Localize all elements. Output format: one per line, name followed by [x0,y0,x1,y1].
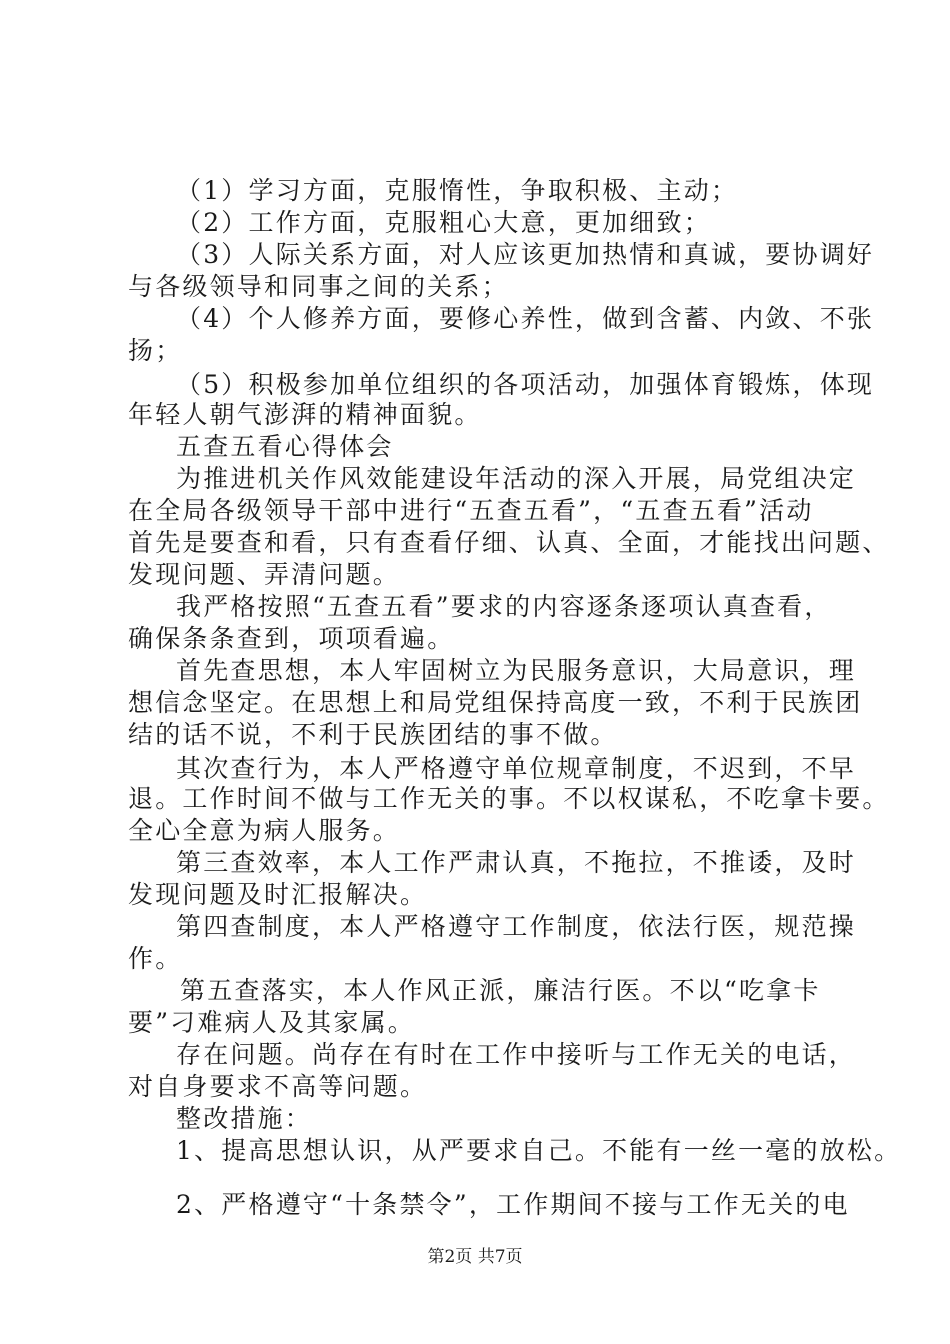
text-line: 确保条条查到，项项看遍。 [128,624,455,653]
text-line: 第三查效率，本人工作严肃认真，不拖拉，不推诿，及时 [176,848,857,877]
text-line: 在全局各级领导干部中进行“五查五看”，“五查五看”活动 [128,496,814,525]
text-line: 存在问题。尚存在有时在工作中接听与工作无关的电话， [176,1040,857,1069]
text-line: 第四查制度，本人严格遵守工作制度，依法行医，规范操 [176,912,857,941]
text-line: 我严格按照“五查五看”要求的内容逐条逐项认真查看， [176,592,832,621]
text-line: （2）工作方面，克服粗心大意，更加细致； [176,208,711,237]
text-line: 年轻人朝气澎湃的精神面貌。 [128,400,482,429]
section-title: 五查五看心得体会 [176,432,394,461]
text-line: 1、提高思想认识，从严要求自己。不能有一丝一毫的放松。 [176,1136,902,1165]
text-line: 2、严格遵守“十条禁令”，工作期间不接与工作无关的电 [176,1190,850,1219]
text-line: 第五查落实，本人作风正派，廉洁行医。不以“吃拿卡 [180,976,821,1005]
text-line: 退。工作时间不做与工作无关的事。不以权谋私，不吃拿卡要。 [128,784,890,813]
text-line: 作。 [128,944,183,973]
text-line: （3）人际关系方面，对人应该更加热情和真诚，要协调好 [176,240,875,269]
text-line: 为推进机关作风效能建设年活动的深入开展，局党组决定 [176,464,857,493]
text-line: （1）学习方面，克服惰性，争取积极、主动； [176,176,739,205]
text-line: （5）积极参加单位组织的各项活动，加强体育锻炼，体现 [176,370,875,399]
text-line: 扬； [128,336,183,365]
text-line: 对自身要求不高等问题。 [128,1072,428,1101]
text-line: 与各级领导和同事之间的关系； [128,272,509,301]
text-line: 全心全意为病人服务。 [128,816,401,845]
text-line: 整改措施： [176,1104,313,1133]
text-line: 发现问题及时汇报解决。 [128,880,428,909]
text-line: 要”刁难病人及其家属。 [128,1008,415,1037]
page-number-footer: 第2页 共7页 [427,1247,523,1267]
text-line: 首先查思想，本人牢固树立为民服务意识，大局意识，理 [176,656,857,685]
text-line: 结的话不说，不利于民族团结的事不做。 [128,720,618,749]
text-line: 发现问题、弄清问题。 [128,560,401,589]
text-line: 其次查行为，本人严格遵守单位规章制度，不迟到，不早 [176,754,857,783]
text-line: 想信念坚定。在思想上和局党组保持高度一致，不利于民族团 [128,688,863,717]
text-line: 首先是要查和看，只有查看仔细、认真、全面，才能找出问题、 [128,528,890,557]
text-line: （4）个人修养方面，要修心养性，做到含蓄、内敛、不张 [176,304,875,333]
